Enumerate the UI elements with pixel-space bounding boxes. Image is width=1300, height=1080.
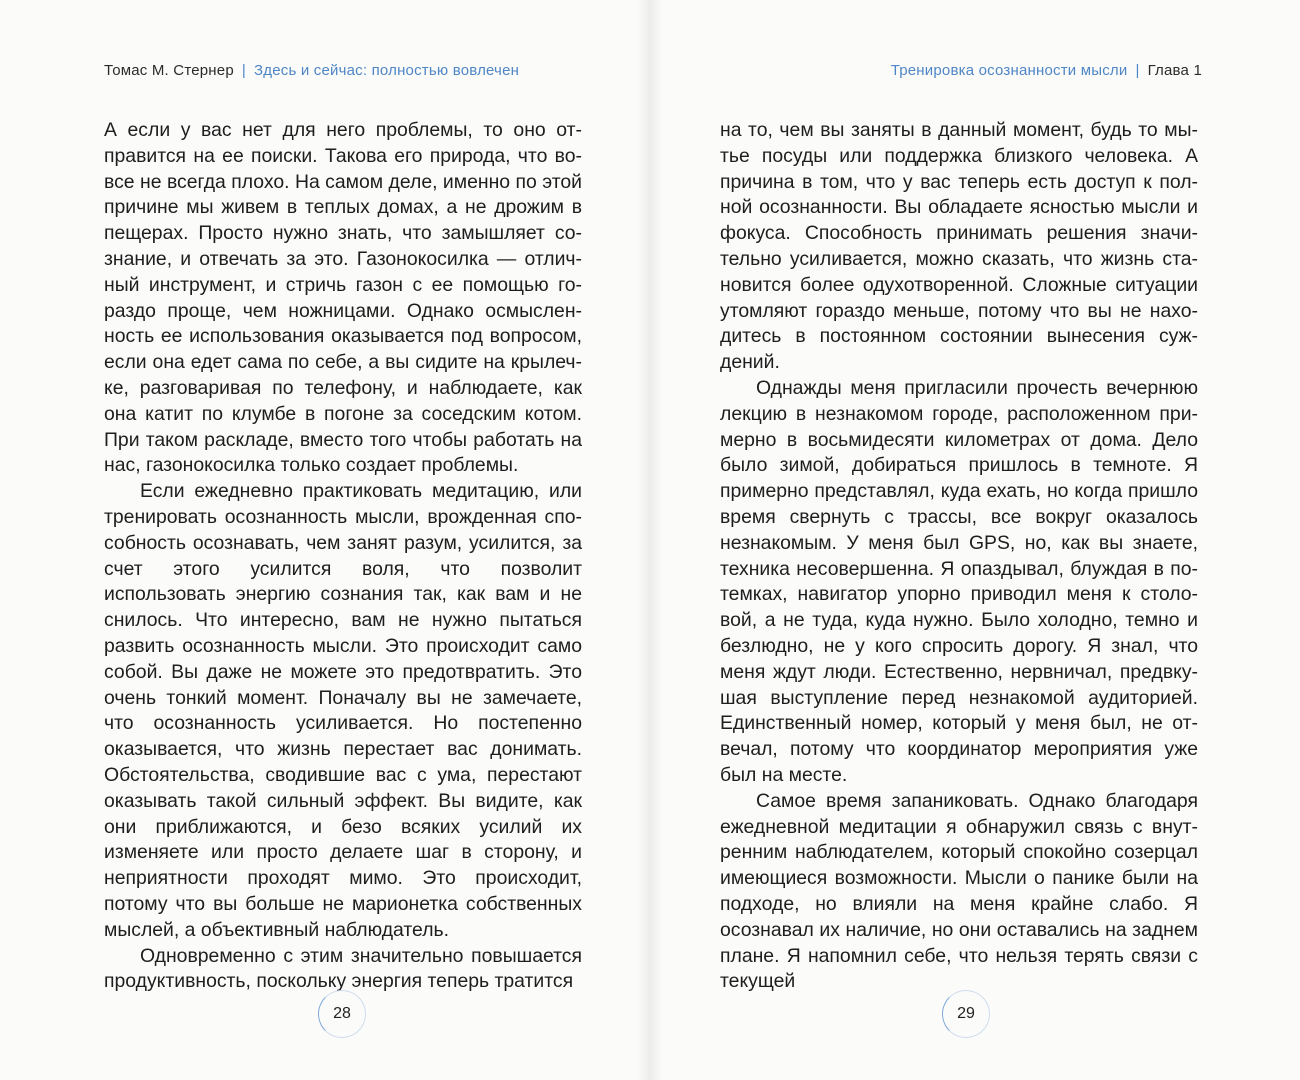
left-body-text: [104, 118, 582, 995]
header-chapter-label: Глава 1: [1147, 62, 1202, 79]
header-author: Томас М. Стернер: [104, 62, 234, 79]
header-chapter-title: Тренировка осознанности мысли: [890, 62, 1128, 79]
page-number-left: 28: [318, 990, 366, 1038]
paragraph: Одновременно с этим значительно повышается продуктивность, поскольку энергия теперь тратится: [104, 944, 582, 993]
paragraph: Если ежедневно практиковать медитацию, или тренировать осознанность мысли, врожденная способность осознавать, чем занят разум, усилится, за счет этого усилится воля, что позволит использовать энергию сознания так, как вам и не снилось. Что интересно, вам не нужно пытаться развить осознанность мысли. Это происходит само собой. Вы даже не можете это предотвратить. Это очень тонкий момент. Поначалу вы не замечаете, что осознанность усиливается. Но постепенно оказывается, что жизнь перестает вас донимать. Обстоятельства, сводившие вас с ума, перестают оказывать такой сильный эффект. Вы видите, как они приближаются, и безо всяких усилий их изменяете или просто делаете шаг в сторону, и неприятности проходят мимо. Это происходит, потому что вы больше не марионетка собственных мыслей, а объективный наблюдатель.: [104, 480, 582, 941]
paragraph: на то, чем вы заняты в данный момент, будь то мытье посуды или поддержка близкого человека. А причина в том, что у вас теперь есть доступ к полной осознанности. Вы обладаете ясностью мысли и фокуса. Способность принимать решения значительно усиливается, можно сказать, что жизнь становится более одухотворенной. Сложные ситуации утомляют гораздо меньше, потому что вы не находитесь в постоянном состоянии вынесения суждений.: [720, 119, 1198, 374]
right-running-header: [891, 62, 1202, 79]
right-page: [650, 0, 1300, 1080]
header-book-title: Здесь и сейчас: полностью вовлечен: [253, 62, 520, 79]
page-number-right: 29: [942, 990, 990, 1038]
paragraph: Самое время запаниковать. Однако благодаря ежедневной медитации я обнаружил связь с внутренним наблюдателем, который спокойно созерцал имеющиеся возможности. Мысли о панике были на подходе, но влияли на меня крайне слабо. Я осознавал их наличие, но они оставались на заднем плане. Я напомнил себе, что нельзя терять связи с текущей: [720, 789, 1198, 993]
left-running-header: [104, 62, 519, 79]
header-separator: |: [1135, 62, 1140, 79]
right-body-text: [720, 118, 1198, 995]
header-separator: |: [241, 62, 246, 79]
paragraph: Однажды меня пригласили прочесть вечернюю лекцию в незнакомом городе, расположенном примерно в восьмидесяти километрах от дома. Дело было зимой, добираться пришлось в темноте. Я примерно представлял, куда ехать, но когда пришло время свернуть с трассы, все вокруг оказалось незнакомым. У меня был GPS, но, как вы знаете, техника несовершенна. Я опаздывал, блуждая в потемках, навигатор упорно приводил меня к столовой, а не туда, куда нужно. Было холодно, темно и безлюдно, не у кого спросить дорогу. Я знал, что меня ждут люди. Естественно, нервничал, предвкушая выступление перед незнакомой аудиторией. Единственный номер, который у меня был, не отвечал, потому что координатор мероприятия уже был на месте.: [720, 376, 1198, 786]
paragraph: А если у вас нет для него проблемы, то оно отправится на ее поиски. Такова его природа, что вовсе не всегда плохо. На самом деле, именно по этой причине мы живем в теплых домах, а не дрожим в пещерах. Просто нужно знать, что замышляет сознание, и отвечать за это. Газонокосилка — отличный инструмент, и стричь газон с ее помощью гораздо проще, чем ножницами. Однако осмысленность ее использования оказывается под вопросом, если она едет сама по себе, а вы сидите на крылечке, разговаривая по телефону, и наблюдаете, как она катит по клумбе в погоне за соседским котом. При таком раскладе, вместо того чтобы работать на нас, газонокосилка только создает проблемы.: [104, 119, 582, 477]
